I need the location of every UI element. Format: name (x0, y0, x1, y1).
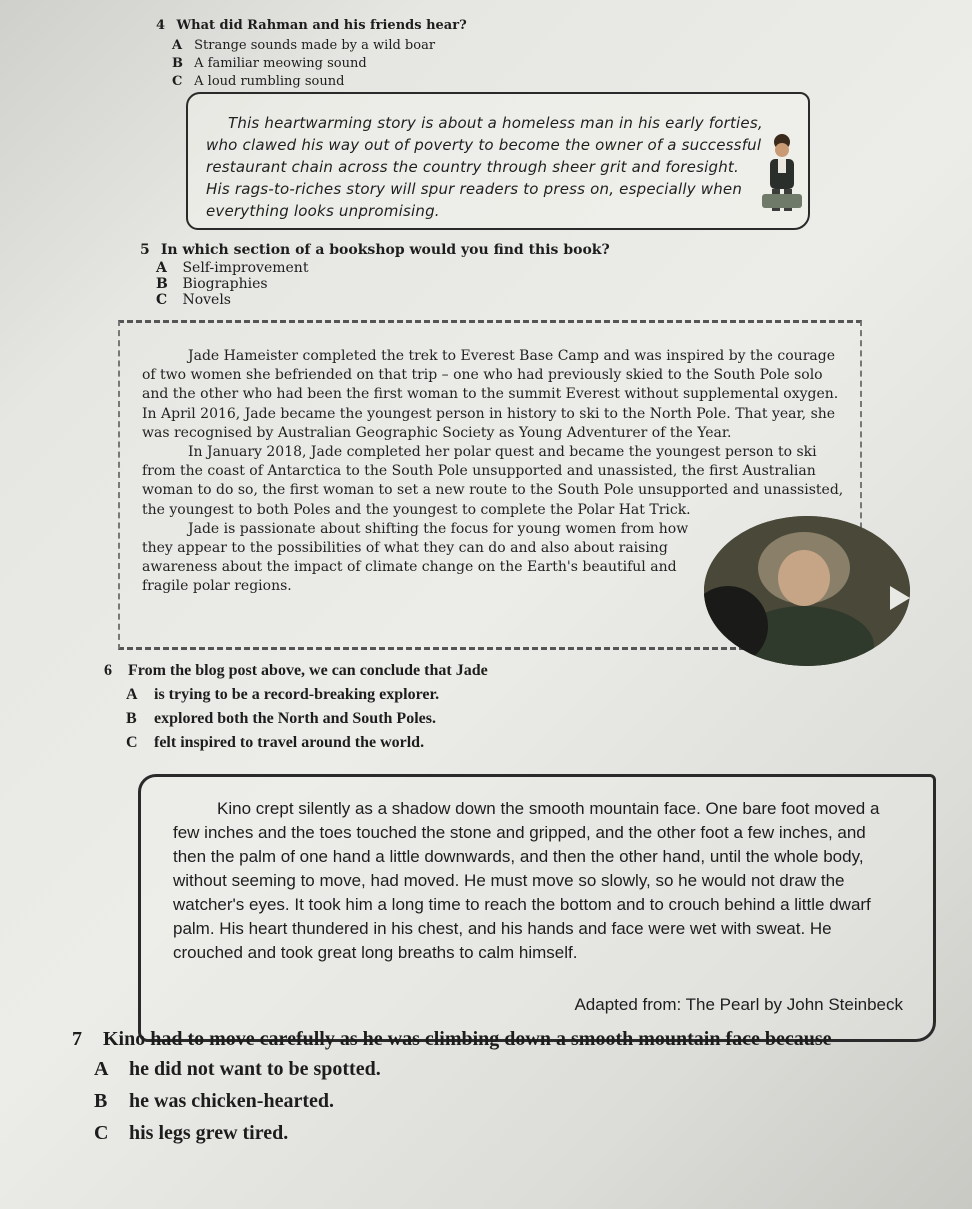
story-paragraph: Kino crept silently as a shadow down the smooth mountain face. One bare foot moved a few inches and the toes touched the stone and gripped, and the other foot a few inches, and then the palm of one hand a little downwards, and then the other hand, until the whole body, without seeming to move, had moved. He must move so slowly, so he would not draw the watcher's eyes. It took him a long time to reach the bottom and to crouch behind a little dwarf palm. His heart thundered in his chest, and his hands and face were wet with sweat. He crouched and took great long breaths to calm himself. (173, 799, 880, 962)
question-number: 5 (140, 242, 150, 258)
option-letter: C (94, 1122, 109, 1144)
q7-option-b[interactable] (94, 1090, 334, 1113)
option-letter: B (126, 710, 137, 727)
option-letter: B (156, 276, 168, 292)
question-text: What did Rahman and his friends hear? (176, 18, 467, 33)
option-text: explored both the North and South Poles. (154, 710, 436, 727)
q6-option-b[interactable] (126, 710, 436, 728)
blog-paragraph-2: In January 2018, Jade completed her polar quest and became the youngest person to ski from the coast of Antarctica to the South Pole unsupported and unassisted, the first Australian woman to do so, the first woman to set a new route to the South Pole unsupported and unassisted, the youngest to both Poles and the youngest to complete the Polar Hat Trick. (142, 444, 844, 518)
q4-option-a[interactable] (172, 38, 435, 53)
q6-option-a[interactable] (126, 686, 439, 704)
question-text: In which section of a bookshop would you find this book? (160, 242, 610, 258)
option-letter: A (94, 1058, 109, 1080)
question-4 (156, 18, 467, 33)
option-letter: C (172, 74, 183, 89)
question-7 (72, 1028, 832, 1051)
option-text: Novels (182, 292, 231, 308)
chef-illustration-icon (760, 132, 804, 216)
option-letter: B (172, 56, 183, 71)
question-number: 4 (156, 18, 166, 33)
option-text: Strange sounds made by a wild boar (194, 38, 436, 53)
option-letter: A (126, 686, 138, 703)
question-text: Kino had to move carefully as he was climbing down a smooth mountain face because (103, 1028, 832, 1050)
story-text (173, 797, 893, 965)
option-letter: C (156, 292, 168, 308)
q7-option-a[interactable] (94, 1058, 381, 1081)
question-number: 7 (72, 1028, 82, 1050)
q5-option-c[interactable] (156, 292, 231, 308)
q4-option-b[interactable] (172, 56, 367, 71)
blog-paragraph-1: Jade Hameister completed the trek to Everest Base Camp and was inspired by the courage of two women she befriended on that trip – one who had previously skied to the South Pole solo and the other who had been the first woman to the summit Everest without supplemental oxygen. In April 2016, Jade became the youngest person in history to ski to the North Pole. That year, she was recognised by Australian Geographic Society as Young Adventurer of the Year. (142, 348, 839, 441)
option-letter: C (126, 734, 138, 751)
option-letter: A (172, 38, 183, 53)
story-excerpt-box (138, 774, 936, 1042)
option-text: A loud rumbling sound (194, 74, 345, 89)
option-text: is trying to be a record-breaking explorer. (154, 686, 440, 703)
option-text: his legs grew tired. (129, 1122, 289, 1144)
q5-option-b[interactable] (156, 276, 268, 292)
book-blurb-text: This heartwarming story is about a homeless man in his early forties, who clawed his way out of poverty to become the owner of a successful restaurant chain across the country through sheer grit and foresight. His rags-to-riches story will spur readers to press on, especially when everything looks unpromising. (206, 114, 763, 220)
q6-option-c[interactable] (126, 734, 424, 752)
portrait-illustration-icon (704, 516, 910, 666)
option-text: Biographies (182, 276, 268, 292)
q5-option-a[interactable] (156, 260, 308, 276)
option-text: felt inspired to travel around the world. (154, 734, 425, 751)
jade-portrait-photo (704, 516, 910, 666)
blog-paragraph-3: Jade is passionate about shifting the focus for young women from how they appear to the possibilities of what they can do and also about raising awareness about the impact of climate change on the Earth's beautiful and fragile polar regions. (142, 520, 689, 595)
option-text: Self-improvement (182, 260, 309, 276)
option-letter: B (94, 1090, 108, 1112)
option-text: he was chicken-hearted. (129, 1090, 334, 1112)
option-text: he did not want to be spotted. (129, 1058, 381, 1080)
q7-option-c[interactable] (94, 1122, 288, 1145)
q4-option-c[interactable] (172, 74, 344, 89)
question-text: From the blog post above, we can conclude that Jade (128, 662, 488, 679)
option-text: A familiar meowing sound (194, 56, 367, 71)
question-5 (140, 242, 610, 258)
book-blurb-box (186, 92, 810, 230)
option-letter: A (156, 260, 167, 276)
question-6 (104, 662, 488, 680)
story-source: Adapted from: The Pearl by John Steinbeck (574, 995, 903, 1014)
question-number: 6 (104, 662, 112, 679)
